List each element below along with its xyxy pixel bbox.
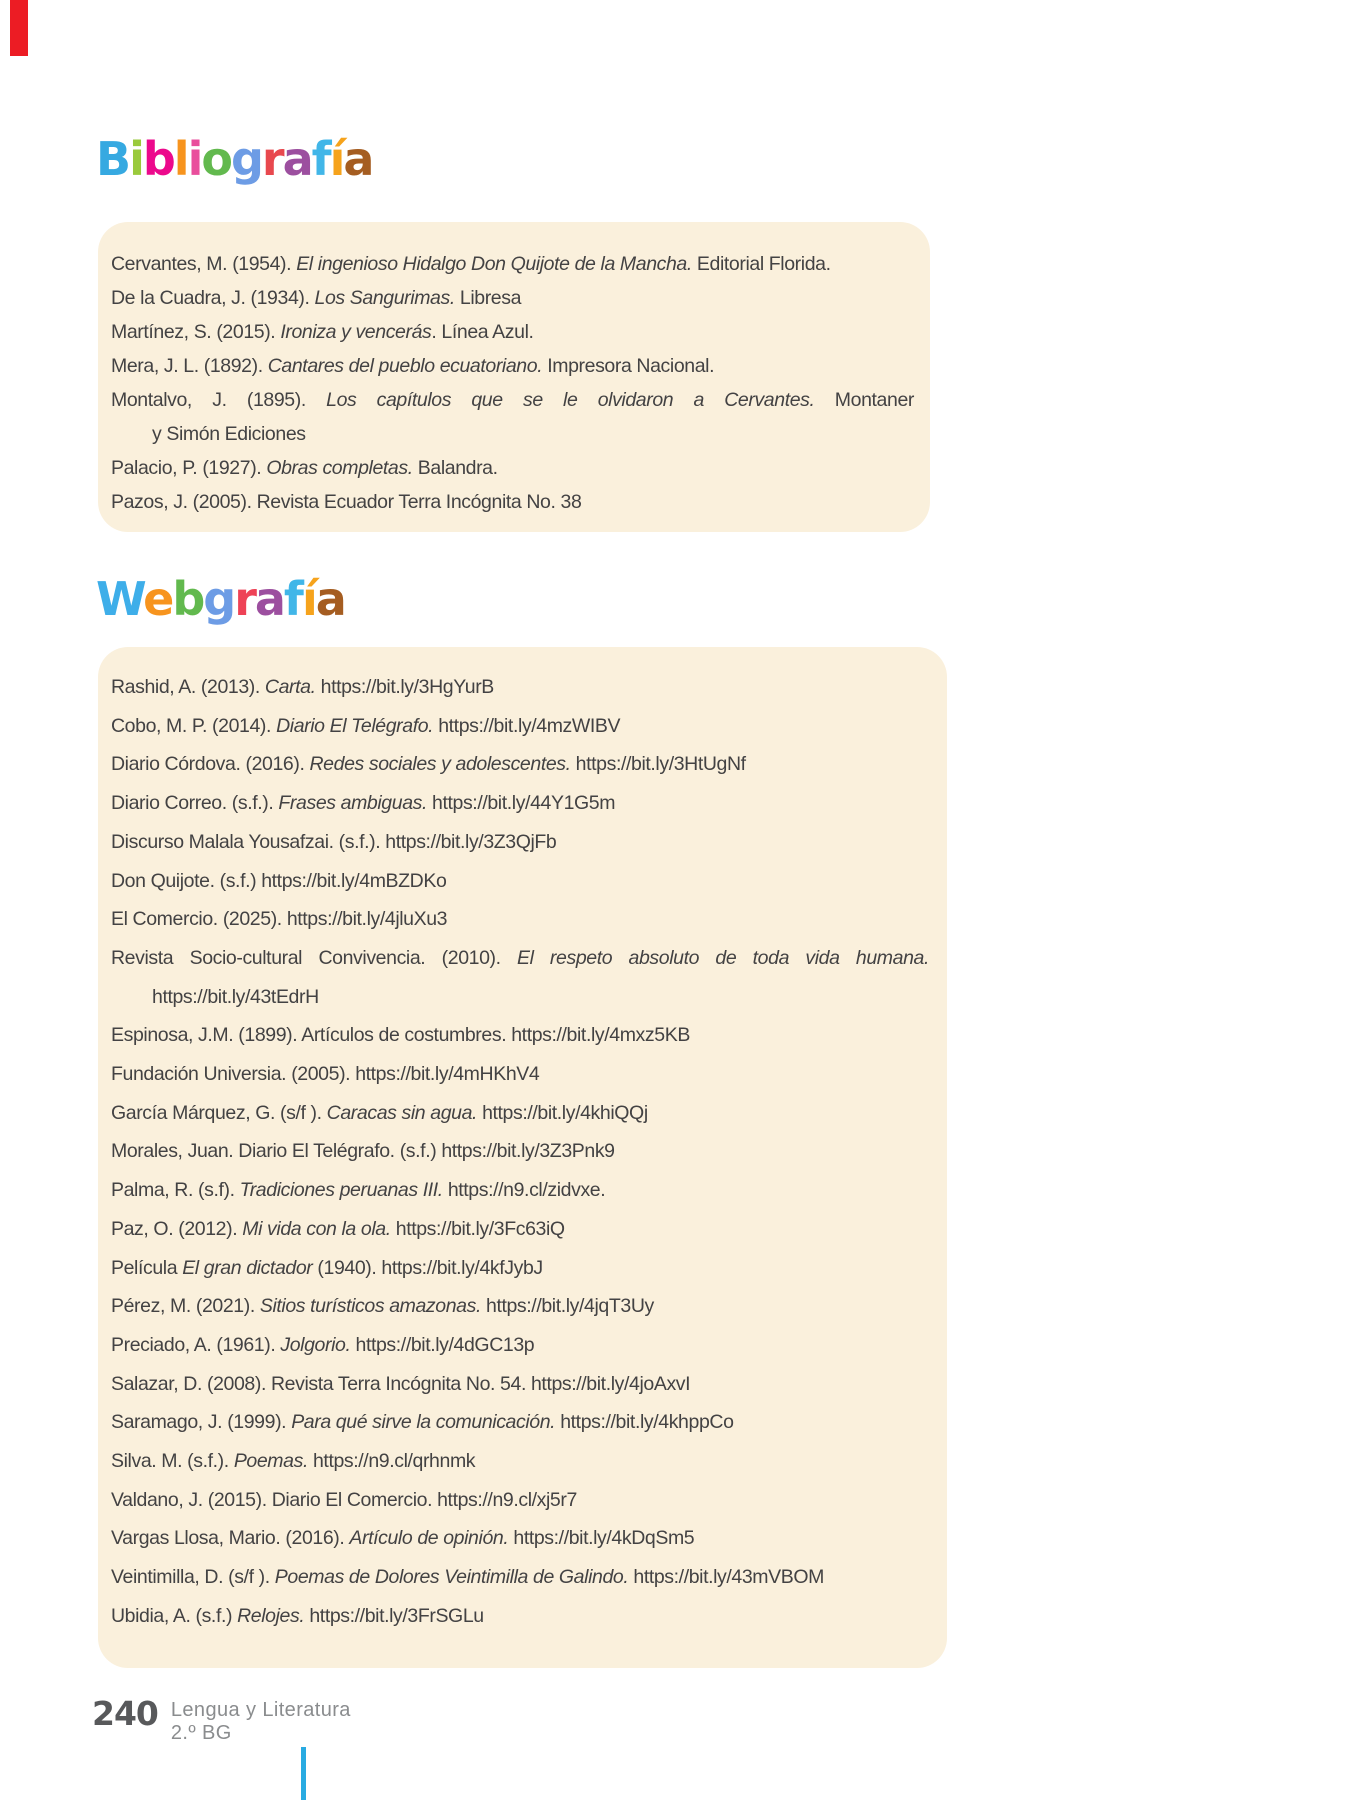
reference-text: Diario Correo. (s.f.). xyxy=(111,792,279,815)
reference-entry-line xyxy=(111,978,929,1017)
reference-text: Ubidia, A. (s.f.) xyxy=(111,1604,238,1627)
reference-entry-line xyxy=(111,784,929,823)
reference-entry-line xyxy=(111,1094,929,1133)
title-letter: a xyxy=(343,132,373,186)
reference-title-italic: Jolgorio. xyxy=(280,1333,351,1356)
reference-text: y Simón Ediciones xyxy=(152,423,306,445)
reference-entry-line xyxy=(111,1055,929,1094)
reference-text: Impresora Nacional. xyxy=(542,355,715,377)
reference-entry-line xyxy=(111,247,914,281)
footer-labels xyxy=(171,1697,351,1744)
reference-text: Discurso Malala Yousafzai. (s.f.). https://bit.ly/3Z3QjFb xyxy=(111,830,557,853)
reference-title-italic: Carta. xyxy=(264,676,316,698)
reference-title-italic: Cantares del pueblo ecuatoriano. xyxy=(267,355,543,377)
reference-text: Martínez, S. (2015). xyxy=(111,321,281,343)
reference-text: Espinosa, J.M. (1899). Artículos de costumbres. https://bit.ly/4mxz5KB xyxy=(111,1024,690,1047)
reference-text: Preciado, A. (1961). xyxy=(111,1333,281,1356)
reference-entry-line xyxy=(111,823,929,862)
reference-text: Paz, O. (2012). xyxy=(111,1217,243,1240)
reference-entry-line xyxy=(111,1016,929,1055)
title-letter: g xyxy=(230,132,262,186)
reference-entry-line xyxy=(111,1132,929,1171)
title-letter: í xyxy=(301,572,316,626)
reference-text: Pérez, M. (2021). xyxy=(111,1295,260,1318)
reference-entry-line xyxy=(111,707,929,746)
reference-entry-line xyxy=(111,315,914,349)
reference-entry-line xyxy=(111,1287,929,1326)
reference-text: García Márquez, G. (s/f ). xyxy=(111,1101,327,1124)
title-letter: l xyxy=(173,132,188,186)
title-letter: W xyxy=(96,572,144,626)
reference-title-italic: Redes sociales y adolescentes. xyxy=(309,753,571,776)
page-number: 240 xyxy=(92,1694,158,1733)
reference-entry-line xyxy=(111,485,914,519)
bibliography-panel xyxy=(98,222,930,532)
reference-text: Montalvo, J. (1895). xyxy=(111,389,327,411)
title-letter: f xyxy=(283,572,302,626)
reference-text: https://bit.ly/4kDqSm5 xyxy=(508,1527,695,1550)
title-letter: r xyxy=(234,572,255,626)
reference-title-italic: El ingenioso Hidalgo Don Quijote de la Mancha. xyxy=(296,253,692,275)
reference-title-italic: Sitios turísticos amazonas. xyxy=(259,1295,481,1318)
reference-text: Fundación Universia. (2005). https://bit.ly/4mHKhV4 xyxy=(111,1063,540,1086)
reference-entry-line xyxy=(111,1519,929,1558)
reference-entry-line xyxy=(111,1210,929,1249)
reference-title-italic: Poemas. xyxy=(233,1450,308,1473)
reference-entry-line xyxy=(111,1481,929,1520)
reference-entry-line xyxy=(111,862,929,901)
reference-text: Rashid, A. (2013). xyxy=(111,676,265,698)
reference-title-italic: Ironiza y vencerás xyxy=(280,321,432,343)
reference-entry-line xyxy=(111,281,914,315)
reference-text: Diario Córdova. (2016). xyxy=(111,753,310,776)
webography-panel xyxy=(98,647,947,1668)
reference-entry-line xyxy=(111,1171,929,1210)
reference-title-italic: Poemas de Dolores Veintimilla de Galindo. xyxy=(274,1566,629,1589)
title-letter: e xyxy=(143,572,173,626)
reference-entry-line xyxy=(111,1403,929,1442)
reference-text: Libresa xyxy=(454,287,522,309)
reference-text: Valdano, J. (2015). Diario El Comercio. https://n9.cl/xj5r7 xyxy=(111,1488,577,1511)
page-footer xyxy=(92,1694,351,1744)
reference-text: https://bit.ly/4mzWIBV xyxy=(433,714,621,737)
reference-text: Mera, J. L. (1892). xyxy=(111,355,268,377)
blue-edge-mark xyxy=(301,1747,306,1800)
reference-text: Veintimilla, D. (s/f ). xyxy=(111,1566,275,1589)
reference-entry-line xyxy=(111,939,929,978)
reference-text: Silva. M. (s.f.). xyxy=(111,1450,234,1473)
reference-title-italic: Mi vida con la ola. xyxy=(242,1217,391,1240)
reference-text: Vargas Llosa, Mario. (2016). xyxy=(111,1527,350,1550)
reference-text: https://bit.ly/4jqT3Uy xyxy=(480,1295,654,1318)
reference-text: Balandra. xyxy=(412,457,498,479)
title-letter: r xyxy=(261,132,283,186)
title-letter: í xyxy=(329,132,344,186)
footer-grade: 2.º BG xyxy=(170,1721,232,1744)
reference-text: https://bit.ly/3Fc63iQ xyxy=(390,1217,565,1240)
title-letter: b xyxy=(172,572,204,626)
reference-entry-line xyxy=(111,383,914,417)
reference-entry-line xyxy=(111,745,929,784)
reference-text: Morales, Juan. Diario El Telégrafo. (s.f.) https://bit.ly/3Z3Pnk9 xyxy=(111,1140,615,1163)
reference-text: (1940). https://bit.ly/4kfJybJ xyxy=(312,1256,543,1279)
reference-text: https://bit.ly/3HtUgNf xyxy=(570,753,746,776)
reference-text: https://bit.ly/3FrSGLu xyxy=(304,1604,484,1627)
reference-text: https://bit.ly/43mVBOM xyxy=(628,1566,824,1589)
reference-text: https://bit.ly/4dGC13p xyxy=(350,1333,535,1356)
reference-title-italic: Los capítulos que se le olvidaron a Cervantes. xyxy=(326,389,815,411)
reference-title-italic: Relojes. xyxy=(237,1604,305,1627)
webography-title xyxy=(96,568,345,630)
reference-entry-line xyxy=(111,349,914,383)
title-letter: b xyxy=(142,132,174,186)
red-edge-mark xyxy=(10,0,28,56)
reference-entry-line xyxy=(111,1326,929,1365)
reference-text: Palma, R. (s.f). xyxy=(111,1179,240,1202)
reference-text: https://bit.ly/4khiQQj xyxy=(477,1101,648,1124)
reference-text: https://bit.ly/4khppCo xyxy=(555,1411,734,1434)
reference-entry-line xyxy=(111,1365,929,1404)
title-letter: i xyxy=(129,132,143,186)
reference-text: Película xyxy=(111,1256,183,1279)
reference-entry-line xyxy=(111,1249,929,1288)
reference-text: El Comercio. (2025). https://bit.ly/4jluXu3 xyxy=(111,908,448,931)
reference-title-italic: Los Sangurimas. xyxy=(314,287,455,309)
reference-entry-line xyxy=(111,1442,929,1481)
reference-text: Montaner xyxy=(814,389,914,411)
reference-entry-line xyxy=(111,1558,929,1597)
reference-title-italic: El respeto absoluto de toda vida humana. xyxy=(517,946,929,969)
reference-title-italic: Caracas sin agua. xyxy=(326,1101,478,1124)
reference-text: Don Quijote. (s.f.) https://bit.ly/4mBZDKo xyxy=(111,869,447,892)
reference-text: https://bit.ly/3HgYurB xyxy=(315,676,494,698)
reference-title-italic: Obras completas. xyxy=(266,457,413,479)
bibliography-title xyxy=(96,128,372,190)
reference-text: https://n9.cl/zidvxe. xyxy=(442,1179,606,1202)
reference-text: . Línea Azul. xyxy=(431,321,534,343)
reference-entry-line xyxy=(111,417,914,451)
reference-title-italic: Tradiciones peruanas III. xyxy=(239,1179,443,1202)
reference-text: https://n9.cl/qrhnmk xyxy=(307,1450,476,1473)
reference-text: Pazos, J. (2005). Revista Ecuador Terra Incógnita No. 38 xyxy=(111,491,582,513)
title-letter: i xyxy=(187,132,202,186)
reference-title-italic: Para qué sirve la comunicación. xyxy=(291,1411,556,1434)
reference-text: Revista Socio-cultural Convivencia. (2010). xyxy=(111,946,518,969)
title-letter: o xyxy=(201,132,231,186)
title-letter: f xyxy=(311,132,330,186)
reference-entry-line xyxy=(111,900,929,939)
title-letter: g xyxy=(203,572,235,626)
title-letter: B xyxy=(96,132,130,186)
reference-text: https://bit.ly/43tEdrH xyxy=(152,985,319,1008)
reference-entry-line xyxy=(111,451,914,485)
reference-entry-line xyxy=(111,668,929,707)
reference-text: Palacio, P. (1927). xyxy=(111,457,267,479)
reference-text: Salazar, D. (2008). Revista Terra Incógnita No. 54. https://bit.ly/4joAxvI xyxy=(111,1372,691,1395)
reference-title-italic: Frases ambiguas. xyxy=(278,792,428,815)
reference-text: Saramago, J. (1999). xyxy=(111,1411,292,1434)
reference-title-italic: El gran dictador xyxy=(182,1256,313,1279)
title-letter: a xyxy=(315,572,345,626)
reference-text: Cobo, M. P. (2014). xyxy=(111,714,277,737)
title-letter: a xyxy=(254,572,284,626)
reference-text: De la Cuadra, J. (1934). xyxy=(111,287,315,309)
reference-entry-line xyxy=(111,1597,929,1636)
reference-title-italic: Diario El Telégrafo. xyxy=(276,714,434,737)
reference-text: Cervantes, M. (1954). xyxy=(111,253,297,275)
reference-title-italic: Artículo de opinión. xyxy=(349,1527,509,1550)
reference-text: Editorial Florida. xyxy=(691,253,831,275)
title-letter: a xyxy=(282,132,312,186)
footer-subject: Lengua y Literatura xyxy=(170,1699,351,1721)
reference-text: https://bit.ly/44Y1G5m xyxy=(427,792,616,815)
